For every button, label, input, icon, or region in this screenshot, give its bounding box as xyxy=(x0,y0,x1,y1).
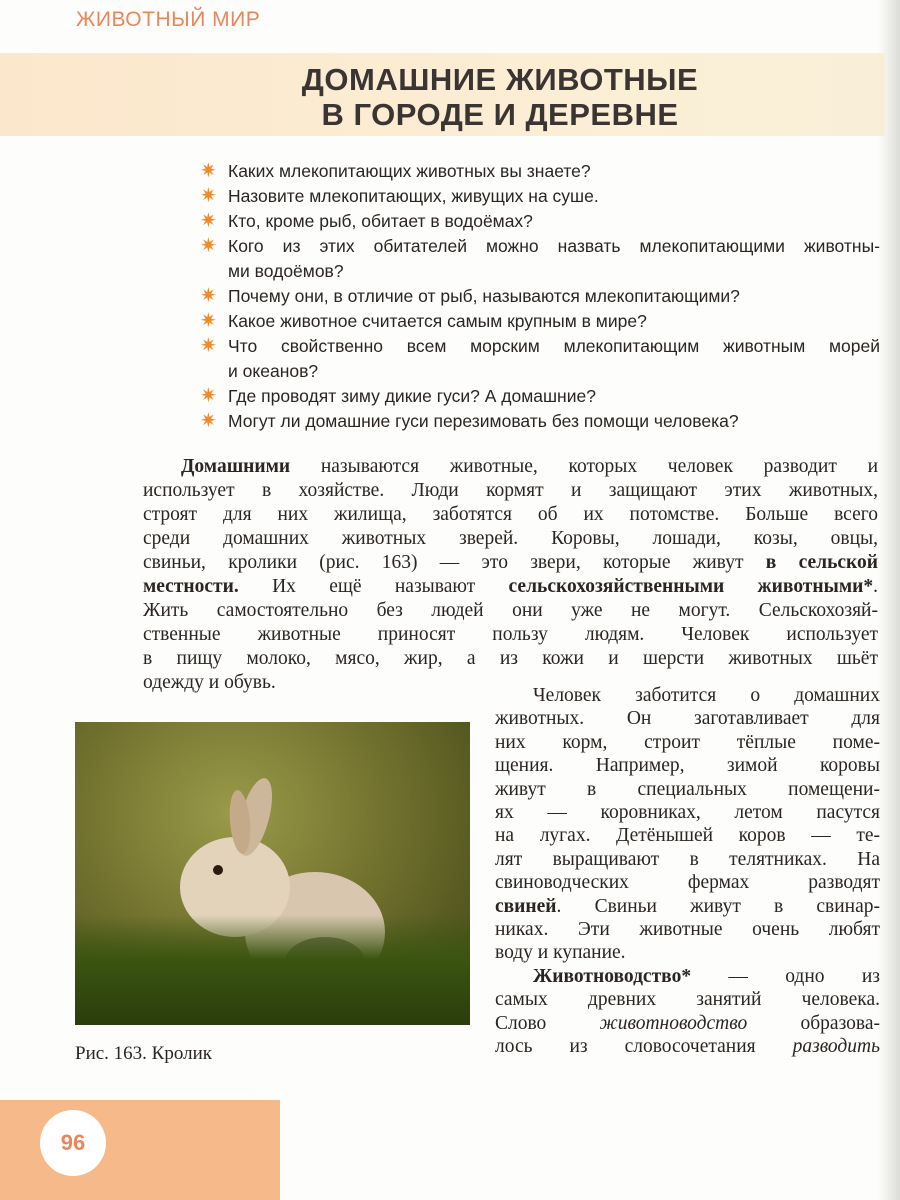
asterisk-bullet-icon: ✷ xyxy=(200,310,217,332)
text-line xyxy=(495,731,880,754)
figure-caption: Рис. 163. Кролик xyxy=(75,1043,212,1064)
question-line: Кто, кроме рыб, обитает в водоёмах? xyxy=(228,211,533,231)
asterisk-bullet-icon: ✷ xyxy=(200,385,217,407)
text-segment: свиноводческих фермах разводят xyxy=(495,872,880,894)
asterisk-bullet-icon: ✷ xyxy=(200,210,217,232)
text-segment: использует в хозяйстве. Люди кормят и защищают этих животных, xyxy=(143,480,878,501)
question-line: Назовите млекопитающих, живущих на суше. xyxy=(228,186,599,206)
question-line: Какое животное считается самым крупным в мире? xyxy=(228,311,647,331)
asterisk-bullet-icon: ✷ xyxy=(200,235,217,257)
text-line xyxy=(143,599,878,623)
page-number: 96 xyxy=(40,1110,106,1176)
text-segment: строят для них жилища, заботятся об их потомстве. Больше всего xyxy=(143,504,878,525)
text-segment: . Свиньи живут в свинар- xyxy=(556,895,880,917)
text-segment: . xyxy=(873,576,878,597)
text-segment: лят выращивают в телятниках. На xyxy=(495,848,880,870)
text-line xyxy=(143,551,878,575)
text-segment: в пищу молоко, мясо, жир, а из кожи и шерсти животных шьёт xyxy=(143,648,878,669)
text-segment: называются животные, которых человек разводит и xyxy=(290,456,878,477)
question-line: Что свойственно всем морским млекопитающим животным морей xyxy=(228,336,880,356)
text-segment: никах. Эти животные очень любят xyxy=(495,919,880,941)
rabbit-photo xyxy=(75,722,470,1025)
text-segment: среди домашних животных зверей. Коровы, лошади, козы, овцы, xyxy=(143,528,878,549)
question-line: Где проводят зиму дикие гуси? А домашние? xyxy=(228,386,596,406)
question-item xyxy=(200,209,880,234)
text-line xyxy=(143,623,878,647)
text-line xyxy=(143,479,878,503)
text-line xyxy=(495,895,880,918)
text-segment: живут в специальных помещени- xyxy=(495,778,880,800)
text-line xyxy=(495,988,880,1011)
text-segment: на лугах. Детёнышей коров — те- xyxy=(495,825,880,847)
page-title xyxy=(240,62,760,132)
question-line: Почему они, в отличие от рыб, называются млекопитающими? xyxy=(228,286,740,306)
question-item xyxy=(200,159,880,184)
question-item xyxy=(200,309,880,334)
text-segment: Их ещё называют xyxy=(238,576,509,597)
question-item xyxy=(200,384,880,409)
asterisk-bullet-icon: ✷ xyxy=(200,285,217,307)
bold-term: свиней xyxy=(495,895,557,917)
right-column-text xyxy=(495,684,880,1059)
italic-term: разводить xyxy=(792,1036,880,1058)
text-line xyxy=(495,801,880,824)
text-segment: образова- xyxy=(747,1012,881,1034)
bold-term: Животноводство* xyxy=(533,965,692,987)
text-line xyxy=(495,824,880,847)
question-item xyxy=(200,284,880,309)
page-edge-shadow xyxy=(878,0,900,1200)
text-line xyxy=(495,684,880,707)
section-title: ЖИВОТНЫЙ МИР xyxy=(76,8,261,31)
text-segment: ях — коровниках, летом пасутся xyxy=(495,802,880,824)
question-item xyxy=(200,334,880,384)
text-line xyxy=(143,647,878,671)
text-line xyxy=(495,754,880,777)
question-line: Кого из этих обитателей можно назвать млекопитающими животны- xyxy=(228,236,880,256)
text-segment: ственные животные приносят пользу людям. Человек использует xyxy=(143,624,878,645)
text-line xyxy=(495,941,880,964)
asterisk-bullet-icon: ✷ xyxy=(200,160,217,182)
question-line: Могут ли домашние гуси перезимовать без помощи человека? xyxy=(228,411,739,431)
title-line: ДОМАШНИЕ ЖИВОТНЫЕ xyxy=(301,62,699,97)
text-segment: свиньи, кролики (рис. 163) — это звери, которые живут xyxy=(143,552,766,573)
text-segment: воду и купание. xyxy=(495,942,626,964)
question-item xyxy=(200,184,880,209)
main-paragraph xyxy=(143,455,878,695)
text-line xyxy=(143,455,878,479)
asterisk-bullet-icon: ✷ xyxy=(200,335,217,357)
italic-term: животноводство xyxy=(599,1012,748,1034)
question-item xyxy=(200,409,880,434)
question-item xyxy=(200,234,880,284)
question-list xyxy=(200,159,880,434)
asterisk-bullet-icon: ✷ xyxy=(200,185,217,207)
text-segment: лось из словосочетания xyxy=(495,1036,793,1058)
asterisk-bullet-icon: ✷ xyxy=(200,410,217,432)
text-segment: них корм, строит тёплые поме- xyxy=(495,731,880,753)
bold-term: в сельской xyxy=(765,552,879,573)
text-line xyxy=(495,778,880,801)
text-line xyxy=(495,1035,880,1058)
question-line: ми водоёмов? xyxy=(228,261,344,281)
text-line xyxy=(495,918,880,941)
text-segment: Слово xyxy=(495,1012,600,1034)
text-segment: щения. Например, зимой коровы xyxy=(495,755,880,777)
grass xyxy=(75,915,470,1025)
text-segment: Человек заботится о домашних xyxy=(533,685,880,706)
title-line: В ГОРОДЕ И ДЕРЕВНЕ xyxy=(321,97,679,132)
text-segment: самых древних занятий человека. xyxy=(495,989,880,1011)
text-segment: Жить самостоятельно без людей они уже не могут. Сельскохозяй- xyxy=(143,600,878,621)
text-line xyxy=(495,965,880,988)
bold-term: сельскохозяйственными животными* xyxy=(508,576,874,597)
text-line xyxy=(495,1012,880,1035)
text-segment: — одно из xyxy=(691,965,880,987)
text-line xyxy=(495,848,880,871)
section-header xyxy=(76,8,260,32)
text-line xyxy=(143,575,878,599)
text-segment: животных. Он заготавливает для xyxy=(495,708,880,730)
text-line xyxy=(495,871,880,894)
question-line: и океанов? xyxy=(228,361,319,381)
text-line xyxy=(495,707,880,730)
question-line: Каких млекопитающих животных вы знаете? xyxy=(228,161,591,181)
bold-term: местности. xyxy=(143,576,239,597)
bold-term: Домашними xyxy=(181,456,291,477)
text-line xyxy=(143,527,878,551)
text-segment: одежду и обувь. xyxy=(143,672,276,693)
text-line xyxy=(143,503,878,527)
